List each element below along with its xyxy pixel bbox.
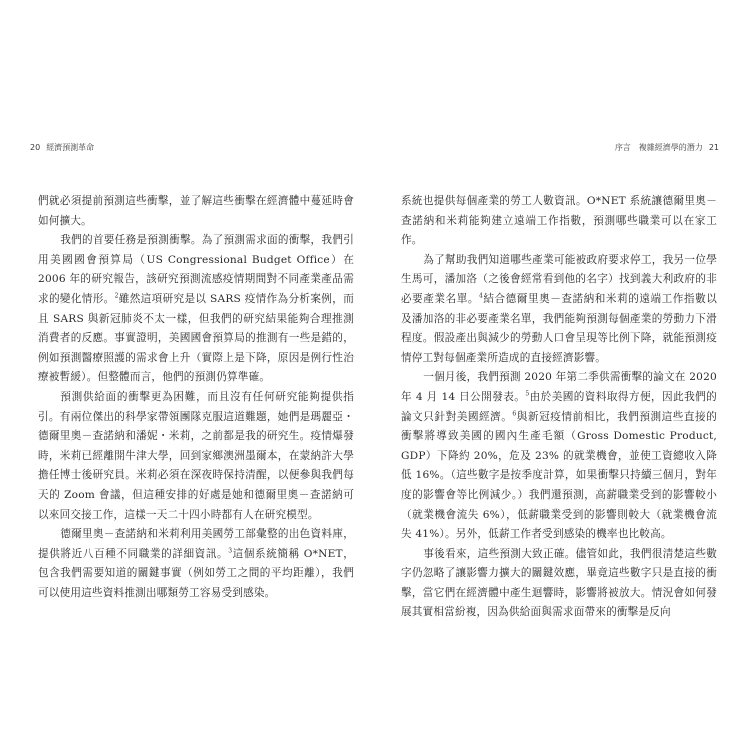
left-running-title: 經濟預測革命 bbox=[46, 142, 95, 152]
left-page-number: 20 bbox=[30, 142, 41, 152]
paragraph-text: 系統也提供每個產業的勞工人數資訊。O*NET 系統讓德爾里奧－查諾納和米莉能夠建立遠端工作指數，預測哪些職業可以在家工作。 bbox=[401, 195, 717, 247]
paragraph bbox=[401, 545, 717, 623]
right-running-head bbox=[389, 140, 719, 154]
paragraph-text: 一個月後，我們預測 2020 年第二季供需衝擊的論文在 2020 年 4 月 14 日公開發表。 bbox=[401, 371, 717, 403]
paragraph-text: 為了幫助我們知道哪些產業可能被政府要求停工，我另一位學生馬可，潘加洛（之後會經常看到他的名字）找到義大利政府的非必要產業名單。 bbox=[401, 253, 717, 305]
right-page bbox=[389, 140, 719, 619]
footnote-marker: 5 bbox=[525, 390, 530, 398]
paragraph-text: 雖然這項研究是以 SARS 疫情作為分析案例，而且 SARS 與新冠肺炎不太一樣，但我們的研究結果能夠合理推測消費者的反應。事實證明，美國國會預算局的推測有一些是錯的，例如預測醫療照護的需求會上升（實際上是下降，原因是例行性治療被暫緩）。但整體而言，他們的預測仍算準確。 bbox=[38, 292, 354, 384]
paragraph bbox=[38, 388, 354, 525]
paragraph bbox=[38, 231, 354, 388]
paragraph-text: 德爾里奧－查諾納和米莉利用美國勞工部彙整的出色資料庫，提供將近八百種不同職業的詳細資訊。 bbox=[38, 528, 354, 560]
paragraph-text: 我們的首要任務是預測衝擊。為了預測需求面的衝擊，我們引用美國國會預算局（US Congressional Budget Office）在 2006 年的研究報告，該研究預測流感疫情期間對不同產業產品需求的變化情形。 bbox=[38, 234, 354, 305]
right-page-number: 21 bbox=[708, 142, 719, 152]
footnote-marker: 4 bbox=[479, 292, 484, 300]
left-running-head bbox=[30, 140, 360, 154]
paragraph bbox=[401, 251, 717, 369]
paragraph-text: 事後看來，這些預測大致正確。儘管如此，我們很清楚這些數字仍忽略了讓影響力擴大的關鍵效應，畢竟這些數字只是直接的衝擊，當它們在經濟體中產生迴響時，影響將被放大。情況會如何發展其實相當紛複，因為供給面與需求面帶來的衝擊是反向 bbox=[401, 547, 717, 619]
paragraph-text: 結合德爾里奧－查諾納和米莉的遠端工作指數以及潘加洛的非必要產業名單，我們能夠預測每個產業的勞動力下滑程度。假設產出與減少的勞動人口會呈現等比例下降，就能預測疫情停工對每個產業所造成的直接經濟影響。 bbox=[401, 292, 717, 364]
paragraph bbox=[38, 192, 354, 231]
paragraph-text: 這個系統簡稱 O*NET，包含我們需要知道的關鍵事實（例如勞工之間的平均距離），我們可以使用這些資料推測出哪類勞工容易受到感染。 bbox=[38, 547, 354, 599]
paragraph-text: 由於美國的資料取得方便，因此我們的論文只針對美國經濟。 bbox=[401, 390, 717, 423]
footnote-marker: 6 bbox=[512, 410, 517, 417]
paragraph-text: 們就必須提前預測這些衝擊，並了解這些衝擊在經濟體中蔓延時會如何擴大。 bbox=[38, 195, 354, 227]
paragraph-text: 預測供給面的衝擊更為困難，而且沒有任何研究能夠提供指引。有兩位傑出的科學家帶領團隊克服這道難題，她們是瑪麗亞・德爾里奧－查諾納和潘妮・米莉，之前都是我的研究生。疫情爆發時，米莉已經離開牛津大學，回到家鄉澳洲墨爾本，在蒙納許大學擔任博士後研究員。米莉必須在深夜時保持清醒，以便參與我們每天的 Zoom 會議，但這種安排的好處是她和德爾里奧－查諾納可以來回交接工作，這樣一天二十四小時都有人在研究模型。 bbox=[38, 390, 354, 521]
right-running-title: 序言 複雜經濟學的潛力 bbox=[614, 142, 703, 152]
paragraph bbox=[401, 192, 717, 251]
footnote-marker: 3 bbox=[228, 547, 233, 555]
right-body-text bbox=[401, 192, 717, 623]
paragraph bbox=[38, 525, 354, 603]
left-body-text bbox=[38, 192, 354, 603]
left-page bbox=[30, 140, 360, 600]
footnote-marker: 2 bbox=[114, 292, 119, 300]
paragraph-text: 與新冠疫情前相比，我們預測這些直接的衝擊將導致美國的國內生產毛額（Gross Domestic Product, GDP）下降約 20%，危及 23% 的就業機會，並使工資總收入降低 16%。（這些數字是按季度計算，如果衝擊只持續三個月，對年度的影響會等比例減少。）我們還預測，高薪職業受到的影響較小（就業機會流失 6%），低薪職業受到的影響則較大（就業機會流失 41%）。另外，低薪工作者受到感染的機率也比較高。 bbox=[401, 410, 717, 541]
paragraph bbox=[401, 368, 717, 544]
